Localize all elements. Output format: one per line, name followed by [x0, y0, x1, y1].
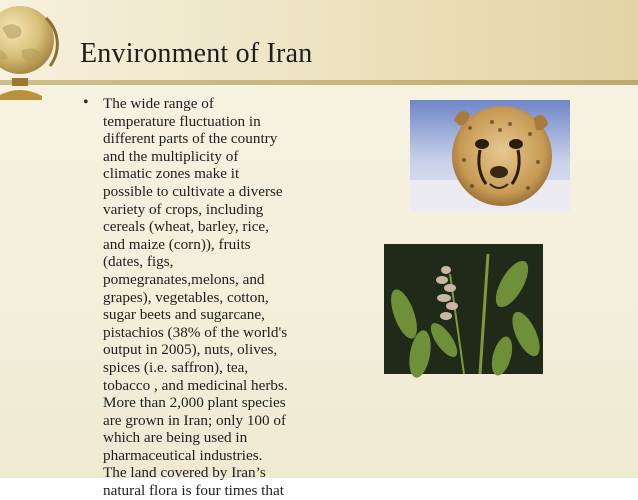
bullet-text: The wide range of temperature fluctuation in different parts of the country and the multiplicity of climatic zones make it possible to cultivate a diverse variety of crops, including cereals (wheat, barley, rice, and maize (corn)), fruits (dates, figs, pomegranates,melons, and grapes), vegetables, cotton, sugar beets and sugarcane, pistachios (38% of the world's output in 2005), nuts, olives, spices (i.e. saffron), tea, tobacco , and medicinal herbs. More than 2,000 plant species are grown in Iran; only 100 of which are being used in pharmaceutical industries. The land covered by Iran’s natural flora is four times that [103, 95, 288, 500]
cheetah-photo [410, 100, 570, 212]
bullet-marker: • [83, 94, 89, 111]
slide-title: Environment of Iran [80, 38, 313, 69]
globe-icon [0, 0, 62, 106]
title-divider [0, 80, 638, 85]
plant-photo [384, 244, 543, 374]
